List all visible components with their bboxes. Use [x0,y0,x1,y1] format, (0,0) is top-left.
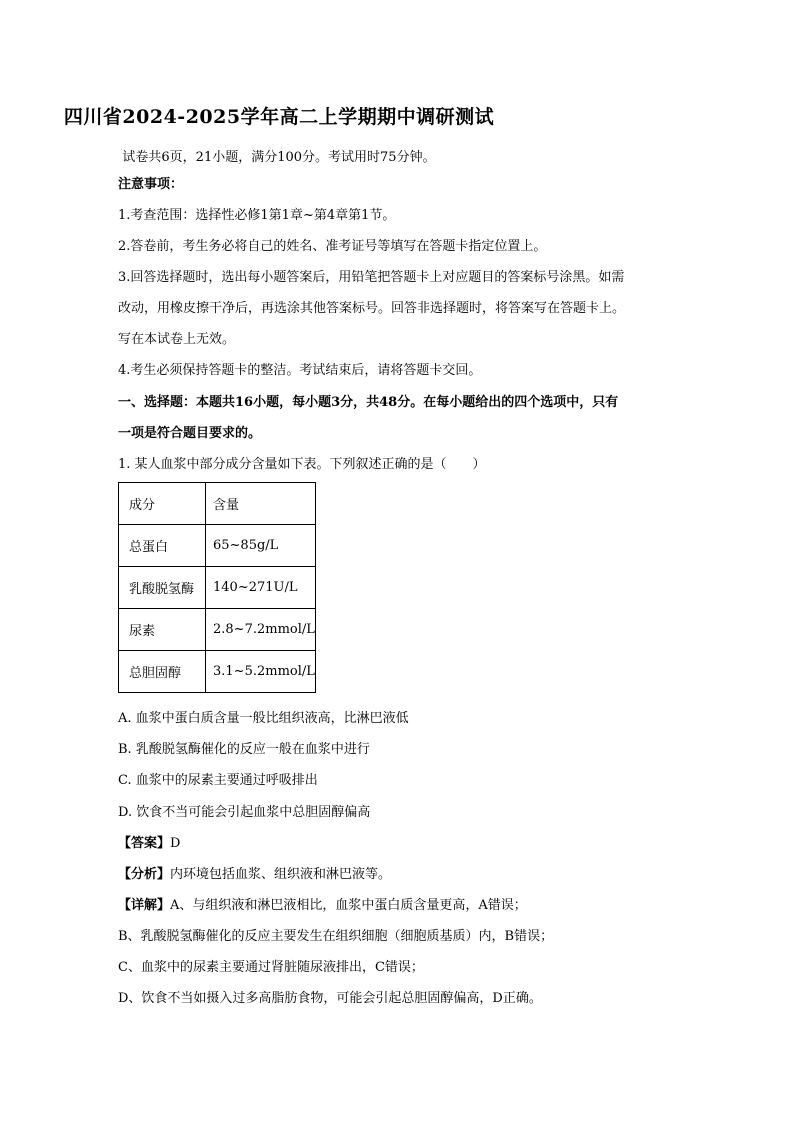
detail-line: C、血浆中的尿素主要通过肾脏随尿液排出，C错误； [118,960,424,975]
analysis-line [118,866,391,884]
table-cell: 65~85g/L [206,525,316,567]
detail-text: A、与组织液和淋巴液相比，血浆中蛋白质含量更高，A错误； [170,898,527,913]
table-header-row [119,483,316,525]
plasma-composition-table [118,482,316,693]
notice-item: 写在本试卷上无效。 [118,332,236,347]
detail-line [118,897,527,915]
table-row [119,651,316,693]
option-d: D. 饮食不当可能会引起血浆中总胆固醇偏高 [118,805,371,820]
notice-item: 改动，用橡皮擦干净后，再选涂其他答案标号。回答非选择题时，将答案写在答题卡上。 [118,301,626,316]
notice-item: 2.答卷前，考生务必将自己的姓名、准考证号等填写在答题卡指定位置上。 [118,239,547,254]
notice-item: 1.考查范围：选择性必修1第1章~第4章第1节。 [118,208,396,223]
analysis-text: 内环境包括血浆、组织液和淋巴液等。 [170,867,392,882]
notice-heading: 注意事项： [118,177,184,192]
question-stem: 1. 某人血浆中部分成分含量如下表。下列叙述正确的是（ ） [118,457,486,472]
table-row [119,567,316,609]
analysis-tag: 【分析】 [118,867,171,882]
option-b: B. 乳酸脱氢酶催化的反应一般在血浆中进行 [118,742,370,757]
option-a: A. 血浆中蛋白质含量一般比组织液高，比淋巴液低 [118,711,409,726]
detail-line: D、饮食不当如摄入过多高脂肪食物，可能会引起总胆固醇偏高，D正确。 [118,991,542,1006]
table-cell: 140~271U/L [206,567,316,609]
notice-item: 4.考生必须保持答题卡的整洁。考试结束后，请将答题卡交回。 [118,363,482,378]
notice-item: 3.回答选择题时，选出每小题答案后，用铅笔把答题卡上对应题目的答案标号涂黑。如需 [118,270,625,285]
answer-value: D [170,836,181,851]
answer-line [118,835,180,853]
section-heading-cont: 一项是符合题目要求的。 [118,426,262,441]
detail-line: B、乳酸脱氢酶催化的反应主要发生在组织细胞（细胞质基质）内，B错误； [118,929,554,944]
table-row [119,525,316,567]
table-cell: 总胆固醇 [119,651,206,693]
table-header-cell: 成分 [119,483,206,525]
option-c: C. 血浆中的尿素主要通过呼吸排出 [118,773,318,788]
exam-title: 四川省2024-2025学年高二上学期期中调研测试 [63,106,495,128]
detail-tag: 【详解】 [118,898,171,913]
table-header-cell: 含量 [206,483,316,525]
table-cell: 乳酸脱氢酶 [119,567,206,609]
answer-tag: 【答案】 [118,836,171,851]
exam-subtitle: 试卷共6页，21小题，满分100分。考试用时75分钟。 [122,150,436,165]
table-cell: 2.8~7.2mmol/L [206,609,316,651]
table-cell: 3.1~5.2mmol/L [206,651,316,693]
section-heading: 一、选择题：本题共16小题，每小题3分，共48分。在每小题给出的四个选项中，只有 [118,395,619,410]
table-row [119,609,316,651]
table-cell: 总蛋白 [119,525,206,567]
table-cell: 尿素 [119,609,206,651]
